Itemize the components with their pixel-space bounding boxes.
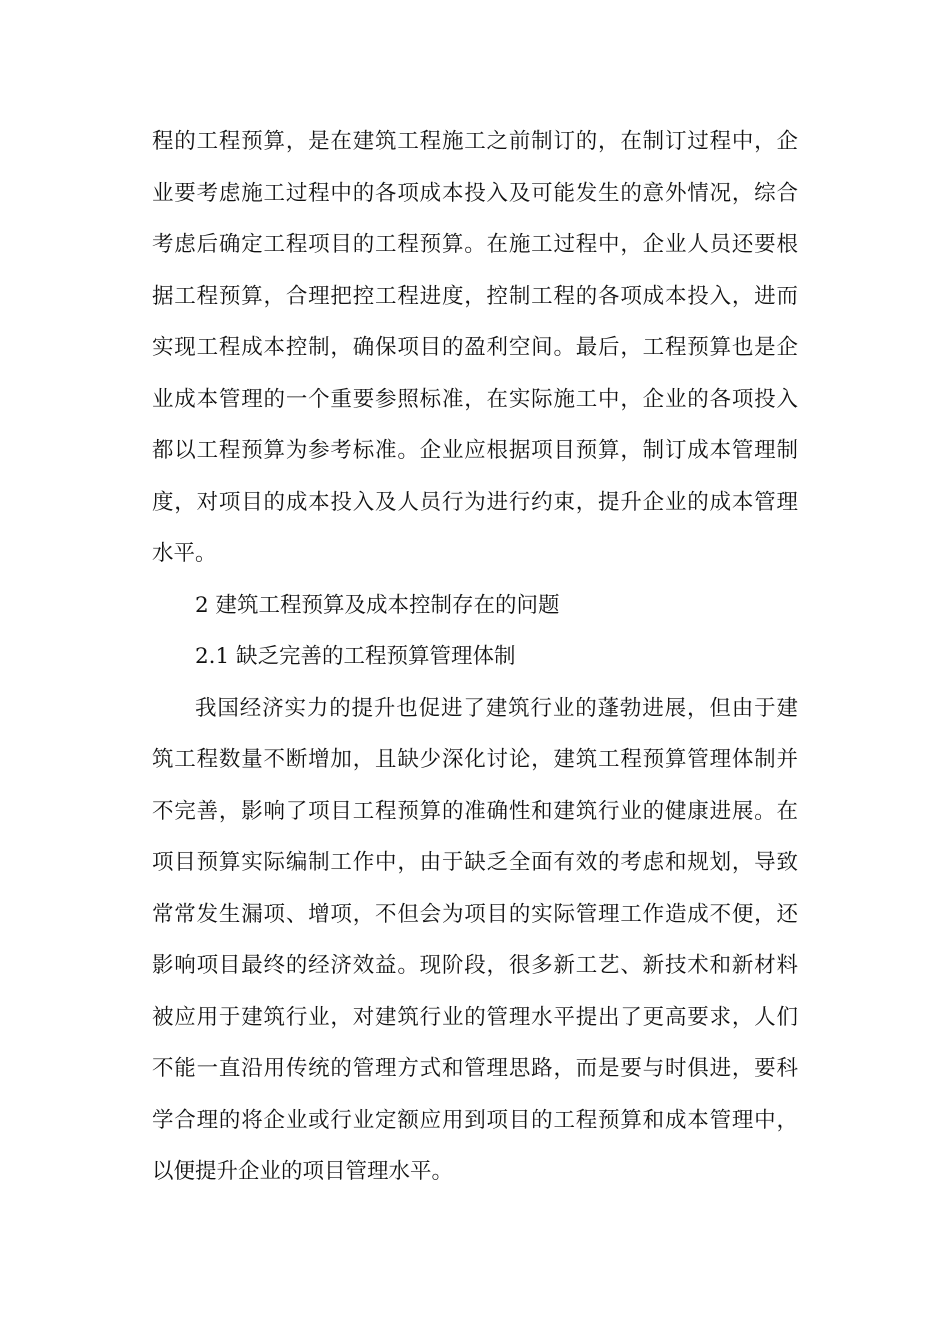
- text-line: 度，对项目的成本投入及人员行为进行约束，提升企业的成本管理: [152, 489, 798, 515]
- text-line: 程的工程预算，是在建筑工程施工之前制订的，在制订过程中，企: [152, 129, 798, 154]
- text-line: 不能一直沿用传统的管理方式和管理思路，而是要与时俱进，要科: [152, 1056, 798, 1081]
- text-line: 我国经济实力的提升也促进了建筑行业的蓬勃进展，但由于建: [195, 695, 798, 721]
- section-heading-2: 2 建筑工程预算及成本控制存在的问题: [195, 592, 560, 618]
- text-line: 被应用于建筑行业，对建筑行业的管理水平提出了更高要求，人们: [152, 1004, 798, 1030]
- text-line: 据工程预算，合理把控工程进度，控制工程的各项成本投入，进而: [152, 283, 798, 309]
- text-line: 以便提升企业的项目管理水平。: [152, 1159, 454, 1184]
- text-line: 业成本管理的一个重要参照标准，在实际施工中，企业的各项投入: [152, 386, 798, 412]
- text-line: 影响项目最终的经济效益。现阶段，很多新工艺、新技术和新材料: [152, 953, 798, 978]
- text-line: 水平。: [152, 541, 217, 566]
- text-line: 常常发生漏项、增项，不但会为项目的实际管理工作造成不便，还: [152, 901, 798, 927]
- paragraph-cost-budget: [152, 116, 798, 580]
- text-line: 业要考虑施工过程中的各项成本投入及可能发生的意外情况，综合: [152, 180, 798, 206]
- text-line: 筑工程数量不断增加，且缺少深化讨论，建筑工程预算管理体制并: [152, 747, 798, 772]
- paragraph-budget-system: [152, 683, 798, 1198]
- text-line: 考虑后确定工程项目的工程预算。在施工过程中，企业人员还要根: [152, 232, 798, 257]
- text-line: 实现工程成本控制，确保项目的盈利空间。最后，工程预算也是企: [152, 335, 798, 360]
- text-line: 不完善，影响了项目工程预算的准确性和建筑行业的健康进展。在: [152, 798, 798, 824]
- text-line: 都以工程预算为参考标准。企业应根据项目预算，制订成本管理制: [152, 438, 798, 463]
- subsection-heading-2-1: 2.1 缺乏完善的工程预算管理体制: [195, 644, 516, 669]
- text-line: 学合理的将企业或行业定额应用到项目的工程预算和成本管理中，: [152, 1107, 798, 1133]
- document-page: [152, 116, 798, 1198]
- text-line: 项目预算实际编制工作中，由于缺乏全面有效的考虑和规划，导致: [152, 850, 798, 875]
